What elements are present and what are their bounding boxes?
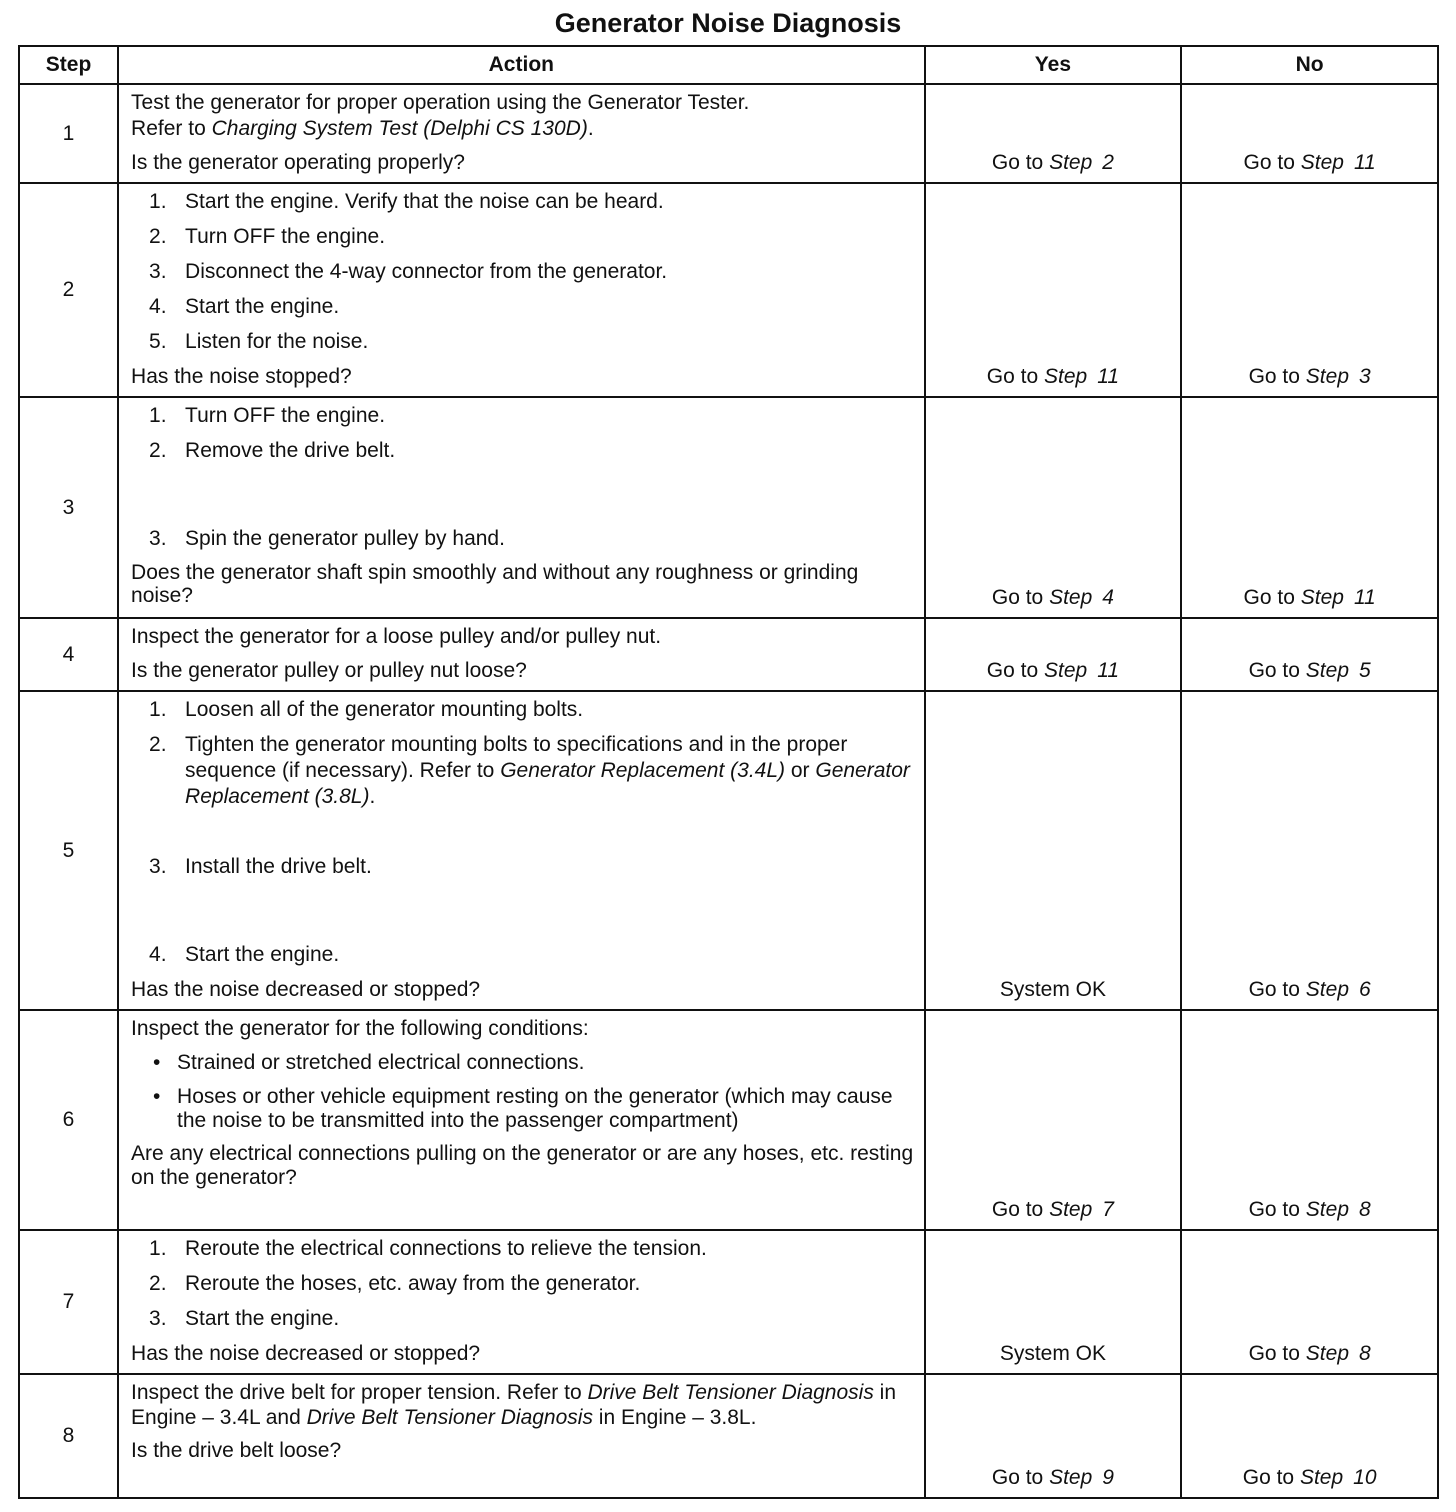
reference-link[interactable]: Generator Replacement (3.4L) xyxy=(500,759,786,782)
action-cell xyxy=(118,1010,925,1230)
numbered-item: 5. Listen for the noise. xyxy=(149,330,369,353)
goto-step-link[interactable]: Step 11 xyxy=(1044,365,1120,388)
table-row xyxy=(19,618,1438,691)
action-cell xyxy=(118,397,925,618)
bullet-item: • Strained or stretched electrical connections. xyxy=(153,1051,585,1074)
numbered-item: 3. Install the drive belt. xyxy=(149,855,372,878)
goto-text: Go to xyxy=(1248,978,1300,1001)
goto-step-link[interactable]: Step 6 xyxy=(1305,978,1371,1001)
goto-step-link[interactable]: Step 11 xyxy=(1300,151,1376,174)
question-text: Is the generator operating properly? xyxy=(131,151,465,174)
numbered-item: 3. Spin the generator pulley by hand. xyxy=(149,527,505,550)
yes-cell xyxy=(925,84,1182,183)
action-text: Inspect the drive belt for proper tension. Refer to Drive Belt Tensioner Diagnosis in Engine – 3.4L and Drive Belt Tensioner Diagnosis in Engine – 3.8L. xyxy=(131,1381,897,1429)
yes-cell xyxy=(925,183,1182,397)
column-header-no: No xyxy=(1181,46,1438,84)
table-header-row xyxy=(19,46,1438,84)
action-cell xyxy=(118,618,925,691)
step-number: 2 xyxy=(19,183,118,397)
numbered-item: 2. Reroute the hoses, etc. away from the generator. xyxy=(149,1272,641,1295)
question-text: Has the noise decreased or stopped? xyxy=(131,1342,481,1365)
goto-step-link[interactable]: Step 9 xyxy=(1049,1466,1114,1489)
step-number: 4 xyxy=(19,618,118,691)
action-cell xyxy=(118,1374,925,1498)
action-text: Refer to Charging System Test (Delphi CS 130D). xyxy=(131,117,594,140)
no-cell xyxy=(1181,691,1438,1010)
reference-link[interactable]: Drive Belt Tensioner Diagnosis xyxy=(587,1381,874,1404)
column-header-yes: Yes xyxy=(925,46,1182,84)
question-text: Has the noise stopped? xyxy=(131,365,352,388)
numbered-item: 1. Start the engine. Verify that the noise can be heard. xyxy=(149,190,664,213)
no-cell xyxy=(1181,1374,1438,1498)
step-number: 7 xyxy=(19,1230,118,1374)
question-text: Is the drive belt loose? xyxy=(131,1439,342,1462)
goto-step-link[interactable]: Step 8 xyxy=(1305,1198,1371,1221)
numbered-item: 1. Reroute the electrical connections to relieve the tension. xyxy=(149,1237,707,1260)
action-text: Inspect the generator for the following conditions: xyxy=(131,1017,589,1040)
yes-cell xyxy=(925,618,1182,691)
goto-text: Go to xyxy=(991,151,1044,174)
goto-text: Go to xyxy=(1248,1198,1300,1221)
bullet-item: • Hoses or other vehicle equipment resting on the generator (which may cause the noise to be transmitted into the passenger compartment) xyxy=(153,1085,893,1132)
no-cell xyxy=(1181,1230,1438,1374)
goto-step-link[interactable]: Step 10 xyxy=(1299,1466,1377,1489)
step-number: 3 xyxy=(19,397,118,618)
numbered-item: 2. Tighten the generator mounting bolts to specifications and in the proper sequence (if necessary). Refer to Generator Replacement (3.4L) or Generator Replacement (3.8L). xyxy=(149,733,910,808)
numbered-item: 3. Start the engine. xyxy=(149,1307,340,1330)
numbered-item: 3. Disconnect the 4-way connector from the generator. xyxy=(149,260,668,283)
goto-text: Go to xyxy=(986,365,1039,388)
table-row xyxy=(19,691,1438,1010)
yes-cell xyxy=(925,397,1182,618)
goto-step-link[interactable]: Step 3 xyxy=(1305,365,1371,388)
step-number: 8 xyxy=(19,1374,118,1498)
numbered-item: 1. Turn OFF the engine. xyxy=(149,404,386,427)
goto-text: Go to xyxy=(1243,151,1295,174)
numbered-item: 1. Loosen all of the generator mounting bolts. xyxy=(149,698,584,721)
goto-text: Go to xyxy=(986,659,1039,682)
no-cell xyxy=(1181,1010,1438,1230)
diagnosis-table xyxy=(18,45,1439,1499)
reference-link[interactable]: Drive Belt Tensioner Diagnosis xyxy=(306,1406,593,1429)
system-ok-text: System OK xyxy=(999,978,1107,1001)
no-cell xyxy=(1181,397,1438,618)
step-number: 5 xyxy=(19,691,118,1010)
action-text: Test the generator for proper operation using the Generator Tester. xyxy=(131,91,750,114)
action-cell xyxy=(118,84,925,183)
no-cell xyxy=(1181,618,1438,691)
goto-step-link[interactable]: Step 7 xyxy=(1049,1198,1114,1221)
table-row xyxy=(19,397,1438,618)
goto-step-link[interactable]: Step 8 xyxy=(1305,1342,1371,1365)
numbered-item: 4. Start the engine. xyxy=(149,295,340,318)
action-cell xyxy=(118,691,925,1010)
goto-text: Go to xyxy=(1243,586,1295,609)
no-cell xyxy=(1181,84,1438,183)
page-title: Generator Noise Diagnosis xyxy=(554,8,902,38)
table-row xyxy=(19,84,1438,183)
step-number: 1 xyxy=(19,84,118,183)
goto-text: Go to xyxy=(1248,1342,1300,1365)
reference-link[interactable]: Charging System Test (Delphi CS 130D) xyxy=(211,117,588,140)
goto-text: Go to xyxy=(1242,1466,1295,1489)
goto-step-link[interactable]: Step 2 xyxy=(1049,151,1114,174)
question-text: Does the generator shaft spin smoothly and without any roughness or grinding noise? xyxy=(131,561,859,607)
goto-text: Go to xyxy=(991,586,1044,609)
numbered-item: 4. Start the engine. xyxy=(149,943,340,966)
goto-text: Go to xyxy=(1248,659,1300,682)
goto-text: Go to xyxy=(1248,365,1300,388)
numbered-item: 2. Remove the drive belt. xyxy=(149,439,396,462)
table-row xyxy=(19,1010,1438,1230)
yes-cell xyxy=(925,1010,1182,1230)
reference-link[interactable]: Generator Replacement (3.8L) xyxy=(185,759,910,808)
yes-cell xyxy=(925,1230,1182,1374)
yes-cell xyxy=(925,691,1182,1010)
no-cell xyxy=(1181,183,1438,397)
yes-cell xyxy=(925,1374,1182,1498)
goto-text: Go to xyxy=(991,1198,1044,1221)
column-header-step: Step xyxy=(19,46,118,84)
goto-step-link[interactable]: Step 11 xyxy=(1044,659,1120,682)
goto-step-link[interactable]: Step 4 xyxy=(1049,586,1114,609)
action-cell xyxy=(118,183,925,397)
system-ok-text: System OK xyxy=(999,1342,1107,1365)
question-text: Has the noise decreased or stopped? xyxy=(131,978,481,1001)
goto-step-link[interactable]: Step 5 xyxy=(1305,659,1371,682)
question-text: Are any electrical connections pulling on the generator or are any hoses, etc. resting on the generator? xyxy=(131,1142,914,1189)
action-cell xyxy=(118,1230,925,1374)
column-header-action: Action xyxy=(118,46,925,84)
question-text: Is the generator pulley or pulley nut loose? xyxy=(131,659,527,682)
table-row xyxy=(19,1230,1438,1374)
goto-text: Go to xyxy=(991,1466,1044,1489)
goto-step-link[interactable]: Step 11 xyxy=(1300,586,1376,609)
table-row xyxy=(19,183,1438,397)
step-number: 6 xyxy=(19,1010,118,1230)
table-row xyxy=(19,1374,1438,1498)
numbered-item: 2. Turn OFF the engine. xyxy=(149,225,386,248)
action-text: Inspect the generator for a loose pulley and/or pulley nut. xyxy=(131,625,662,648)
